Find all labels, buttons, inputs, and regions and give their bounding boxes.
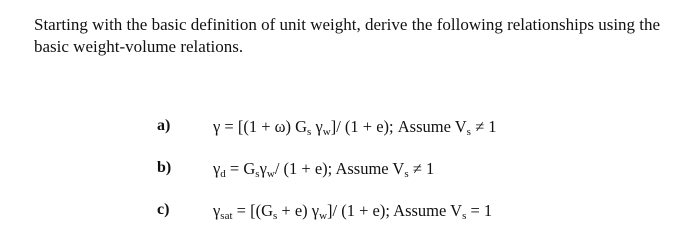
part-b-label: b) xyxy=(157,159,172,176)
eq-text: ≠ 1 xyxy=(408,159,435,178)
eq-subscript: s xyxy=(466,126,471,138)
eq-text: + e) γ xyxy=(277,201,320,220)
eq-text: γ xyxy=(213,159,221,178)
eq-subscript: w xyxy=(319,210,328,222)
eq-text: ]/ (1 + e); Assume V xyxy=(330,117,467,136)
eq-subscript: s xyxy=(255,168,260,180)
part-c-label: c) xyxy=(157,201,170,218)
eq-subscript: s xyxy=(307,126,312,138)
eq-subscript: s xyxy=(404,168,409,180)
eq-text: γ xyxy=(259,159,267,178)
problem-statement-line-1: Starting with the basic definition of unit weight, derive the following relationships using the xyxy=(34,15,661,34)
part-c-equation xyxy=(213,201,492,221)
eq-text: = [(G xyxy=(232,201,273,220)
part-b-equation xyxy=(213,159,434,179)
part-b xyxy=(0,159,700,183)
eq-text: = 1 xyxy=(466,201,493,220)
eq-subscript: w xyxy=(322,126,331,138)
part-a-equation xyxy=(213,117,497,137)
part-c xyxy=(0,201,700,225)
eq-text: = G xyxy=(225,159,256,178)
eq-subscript: s xyxy=(462,210,467,222)
eq-text: γ = [(1 + ω) G xyxy=(213,117,308,136)
problem-statement xyxy=(34,14,694,58)
eq-subscript: d xyxy=(220,168,226,180)
eq-subscript: s xyxy=(273,210,278,222)
eq-text: ]/ (1 + e); Assume V xyxy=(327,201,463,220)
eq-text: γ xyxy=(311,117,323,136)
eq-text: / (1 + e); Assume V xyxy=(274,159,405,178)
eq-subscript: w xyxy=(266,168,275,180)
problem-statement-line-2: basic weight-volume relations. xyxy=(34,37,244,56)
eq-text: ≠ 1 xyxy=(470,117,497,136)
eq-subscript: sat xyxy=(220,210,233,222)
part-a xyxy=(0,117,700,141)
part-a-label: a) xyxy=(157,117,171,134)
eq-text: γ xyxy=(213,201,221,220)
